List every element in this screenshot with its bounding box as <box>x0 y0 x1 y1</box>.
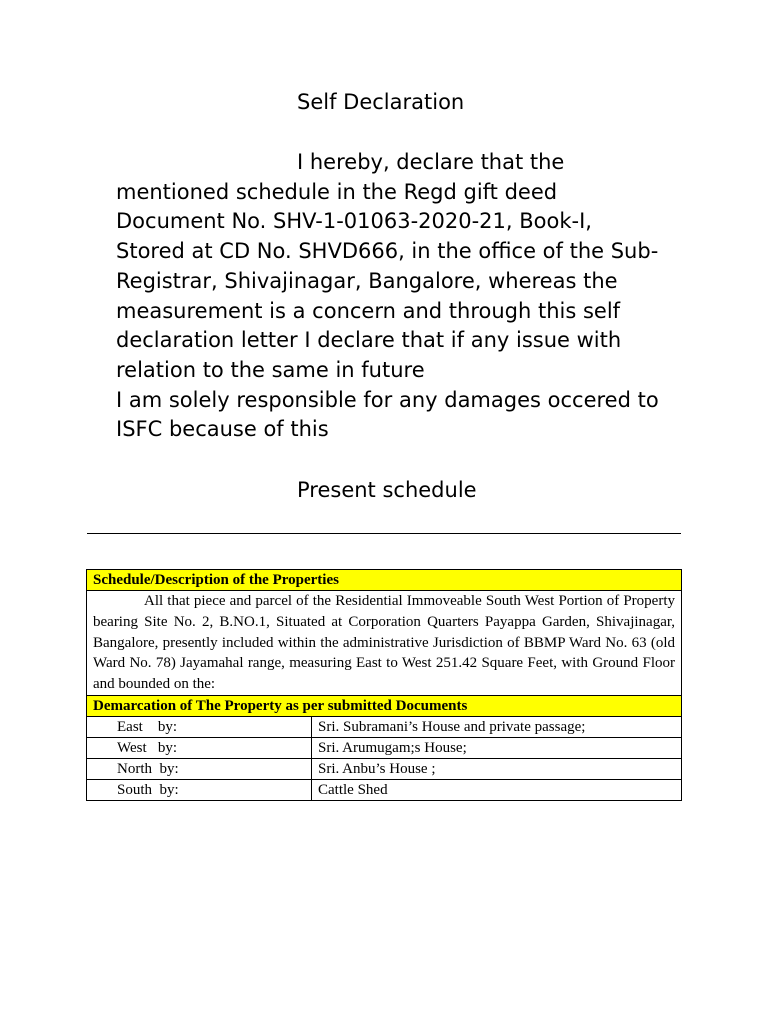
boundary-direction: West by: <box>87 737 312 758</box>
schedule-header: Schedule/Description of the Properties <box>87 570 682 591</box>
property-description <box>87 591 682 696</box>
table-row <box>87 716 682 737</box>
boundary-value: Sri. Subramani’s House and private passage; <box>312 716 682 737</box>
declaration-line: measurement is a concern and through this self <box>116 298 621 323</box>
declaration-line: I hereby, declare that the <box>297 150 565 174</box>
declaration-line: Document No. SHV-1-01063-2020-21, Book-I, <box>116 209 592 234</box>
declaration-paragraph <box>116 148 676 445</box>
schedule-header-row <box>87 570 682 591</box>
present-schedule-heading: Present schedule <box>297 478 477 502</box>
table-row <box>87 758 682 779</box>
demarcation-header: Demarcation of The Property as per submitted Documents <box>87 695 682 716</box>
property-description-text: All that piece and parcel of the Residential Immoveable South West Portion of Property bearing Site No. 2, B.NO.1, Situated at Corporation Quarters Payappa Garden, Shivajinagar, Bangalore, presently included within the administrative Jurisdiction of BBMP Ward No. 63 (old Ward No. 78) Jayamahal range, measuring East to West 251.42 Square Feet, with Ground Floor and bounded on the: <box>93 593 675 693</box>
table-row <box>87 737 682 758</box>
declaration-line: declaration letter I declare that if any issue with <box>116 328 622 353</box>
horizontal-rule <box>87 533 681 534</box>
declaration-line: mentioned schedule in the Regd gift deed <box>116 179 558 204</box>
declaration-line: relation to the same in future <box>116 357 425 382</box>
boundary-direction: North by: <box>87 758 312 779</box>
boundary-direction: East by: <box>87 716 312 737</box>
boundary-value: Sri. Arumugam;s House; <box>312 737 682 758</box>
boundary-value: Cattle Shed <box>312 779 682 800</box>
demarcation-header-row <box>87 695 682 716</box>
declaration-line: I am solely responsible for any damages occered to <box>116 387 659 412</box>
table-row <box>87 779 682 800</box>
description-row <box>87 591 682 696</box>
schedule-table <box>86 569 682 801</box>
boundary-direction: South by: <box>87 779 312 800</box>
declaration-line: Stored at CD No. SHVD666, in the office of the Sub- <box>116 239 659 264</box>
document-title: Self Declaration <box>297 90 465 114</box>
declaration-line: Registrar, Shivajinagar, Bangalore, whereas the <box>116 268 618 293</box>
declaration-line: ISFC because of this <box>116 417 329 442</box>
boundary-value: Sri. Anbu’s House ; <box>312 758 682 779</box>
